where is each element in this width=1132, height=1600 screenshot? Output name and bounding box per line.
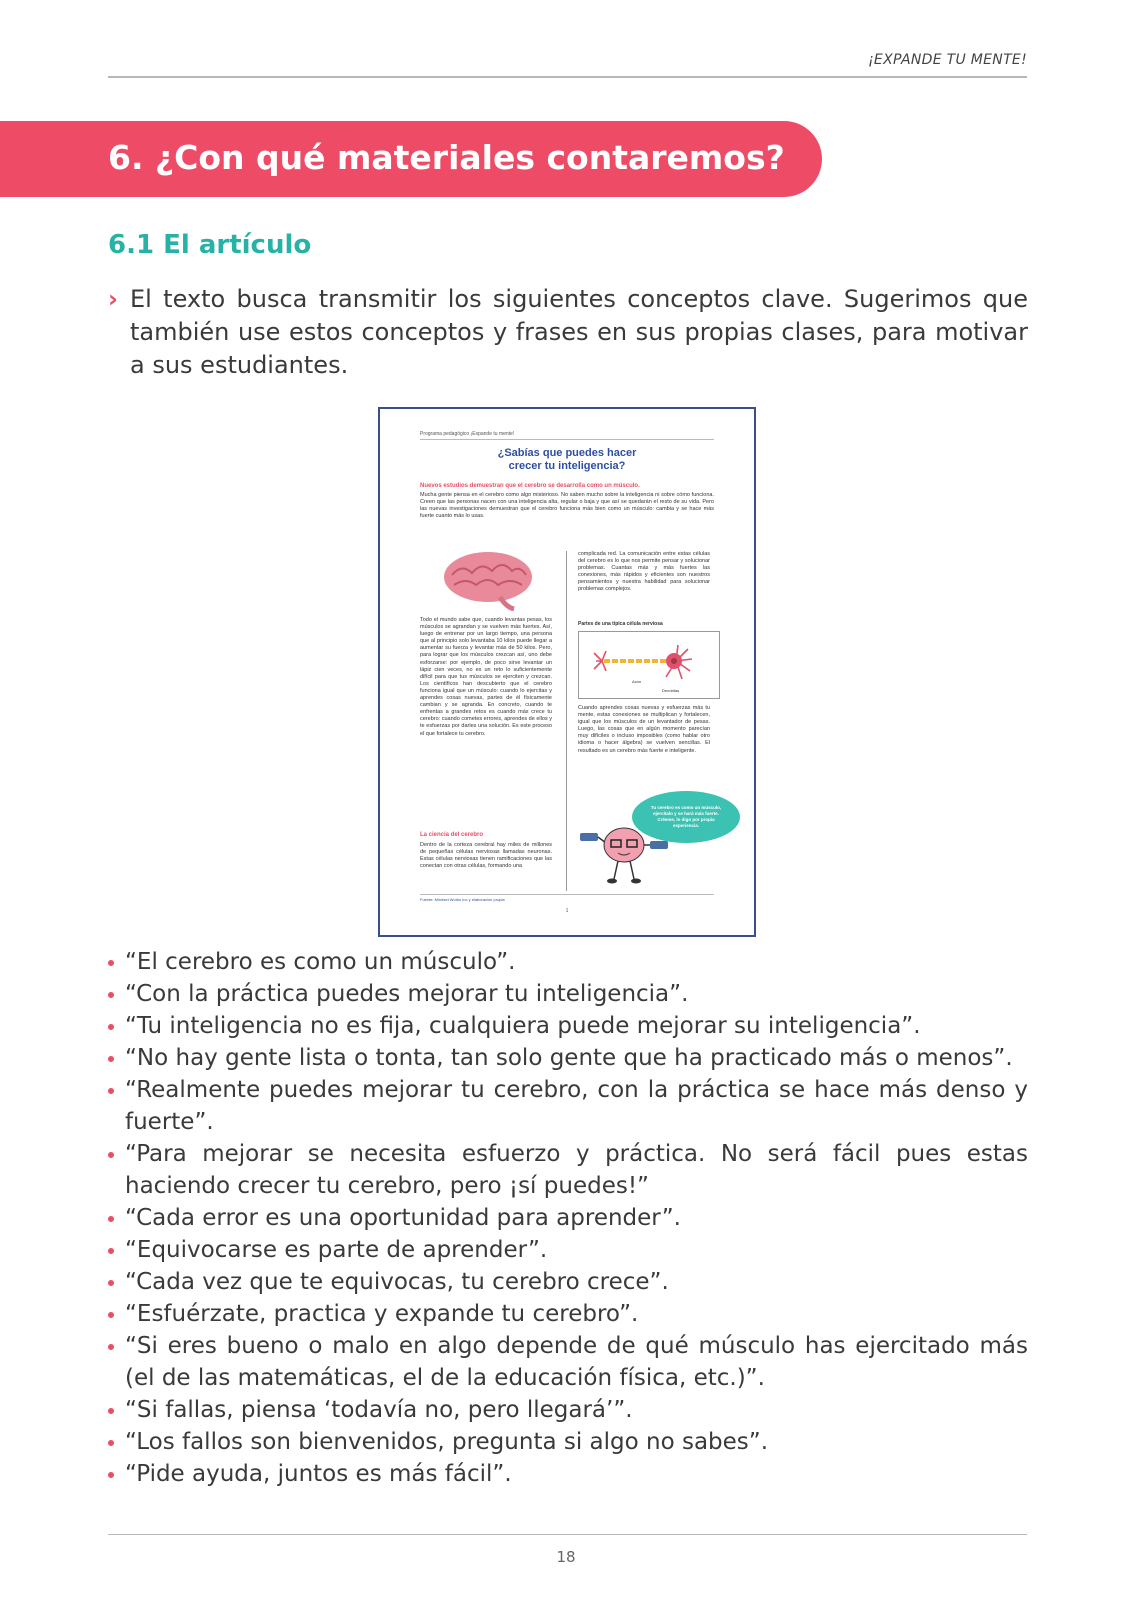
list-item: “Esfuérzate, practica y expande tu cerebro”.	[108, 1298, 1028, 1330]
subsection-title: 6.1 El artículo	[108, 230, 312, 260]
list-item: “No hay gente lista o tonta, tan solo gente que ha practicado más o menos”.	[108, 1042, 1028, 1074]
article-right-column-top: complicada red. La comunicación entre estas células del cerebro es lo que nos permite pensar y solucionar problemas. Cuantas más y más fuertes las conexiones, más rápidos y eficientes son nuestros pensamientos y nuestra habilidad para solucionar problemas complejos.	[578, 551, 710, 593]
article-header-rule	[420, 439, 714, 440]
list-item: “Tu inteligencia no es fija, cualquiera puede mejorar su inteligencia”.	[108, 1010, 1028, 1042]
article-science-heading: La ciencia del cerebro	[420, 832, 484, 838]
article-science-text: Dentro de la corteza cerebral hay miles de millones de pequeñas células nerviosas llamadas neuronas. Estas células nerviosas tienen ramificaciones que las conectan con otras células, formando una	[420, 842, 552, 870]
article-left-column: Todo el mundo sabe que, cuando levantas pesas, los músculos se agrandan y se vuelven más fuertes. Así, luego de entrenar por un largo tiempo, una persona que al principio solo levantaba 10 kilos puede llegar a aumentar su fuerza y levantar más de 50 kilos. Pero, para lograr que los músculos crezcan así, uno debe esforzarse: por ejemplo, de poco sirve levantar un lápiz cien veces, no es un reto lo suficientemente difícil para que tus músculos se ejerciten y crezcan. Los científicos han descubierto que el cerebro funciona igual que un músculo: cuando lo ejercitas y aprendes cosas nuevas, partes de él físicamente cambian y se agranda. En concreto, cuando te enfrentas a grandes retos es cuando más crece tu cerebro: cuando cometes errores, aprendes de ellos y te esfuerzas por darles una solución. Es este proceso el que fortalece tu cerebro.	[420, 617, 552, 737]
header-rule	[108, 76, 1027, 78]
article-source: Fuente: Mindset Works Inc y elaboración propia	[420, 897, 505, 902]
article-header: Programa pedagógico ¡Expande tu mente!	[420, 431, 515, 437]
list-item: “Para mejorar se necesita esfuerzo y práctica. No será fácil pues estas haciendo crecer tu cerebro, pero ¡sí puedes!”	[108, 1138, 1028, 1202]
key-concepts-list	[108, 946, 1028, 1490]
intro-text: El texto busca transmitir los siguientes conceptos clave. Sugerimos que también use estos conceptos y frases en sus propias clases, para motivar a sus estudiantes.	[130, 285, 1028, 379]
list-item: “El cerebro es como un músculo”.	[108, 946, 1028, 978]
axon-label: Axón	[632, 679, 642, 684]
intro-paragraph	[108, 283, 1028, 382]
list-item: “Si fallas, piensa ‘todavía no, pero llegará’”.	[108, 1394, 1028, 1426]
article-page-number: 1	[565, 908, 569, 914]
list-item: “Equivocarse es parte de aprender”.	[108, 1234, 1028, 1266]
list-item: “Cada error es una oportunidad para aprender”.	[108, 1202, 1028, 1234]
chevron-right-icon: ›	[108, 285, 118, 313]
page-number: 18	[556, 1548, 576, 1566]
article-footer-rule	[420, 894, 714, 895]
section-title: 6. ¿Con qué materiales contaremos?	[108, 138, 785, 177]
list-item: “Pide ayuda, juntos es más fácil”.	[108, 1458, 1028, 1490]
footer-rule	[108, 1534, 1027, 1535]
neuron-icon	[592, 635, 704, 687]
article-column-divider	[566, 551, 567, 891]
brain-mascot-icon	[576, 817, 672, 887]
article-thumbnail	[378, 407, 756, 937]
list-item: “Si eres bueno o malo en algo depende de qué músculo has ejercitado más (el de las matemáticas, el de la educación física, etc.)”.	[108, 1330, 1028, 1394]
article-subtitle: Nuevos estudios demuestran que el cerebro se desarrolla como un músculo.	[420, 483, 640, 489]
header-label: ¡EXPANDE TU MENTE!	[868, 52, 1027, 68]
dendrite-label: Dendritas	[662, 688, 680, 693]
article-right-column-bottom: Cuando aprendes cosas nuevas y esfuerzas más tu mente, estas conexiones se multiplican y fortalecen, igual que los músculos de un levantador de pesas. Luego, las cosas que en algún momento parecían muy difíciles o incluso imposibles (como hablar otro idioma o hacer álgebra) se vuelven sencillas. El resultado es un cerebro más fuerte e inteligente.	[578, 705, 710, 754]
article-title: ¿Sabías que puedes hacer crecer tu inteligencia?	[497, 447, 637, 472]
list-item: “Cada vez que te equivocas, tu cerebro crece”.	[108, 1266, 1028, 1298]
brain-icon	[440, 549, 536, 611]
neuron-caption: Partes de una típica célula nerviosa	[578, 621, 663, 627]
speech-bubble: Tu cerebro es como un músculo, ejercítalo y se hará más fuerte. Créeme, lo digo por propia experiencia.	[632, 791, 740, 843]
list-item: “Con la práctica puedes mejorar tu inteligencia”.	[108, 978, 1028, 1010]
list-item: “Realmente puedes mejorar tu cerebro, con la práctica se hace más denso y fuerte”.	[108, 1074, 1028, 1138]
list-item: “Los fallos son bienvenidos, pregunta si algo no sabes”.	[108, 1426, 1028, 1458]
article-intro: Mucha gente piensa en el cerebro como algo misterioso. No saben mucho sobre la inteligencia ni sobre cómo funciona. Creen que las personas nacen con una inteligencia alta, regular o baja y que así se quedarán el resto de su vida. Pero las nuevas investigaciones demuestran que el cerebro funciona más bien como un músculo: cambia y se hace más fuerte cuanto más lo usas.	[420, 492, 714, 519]
